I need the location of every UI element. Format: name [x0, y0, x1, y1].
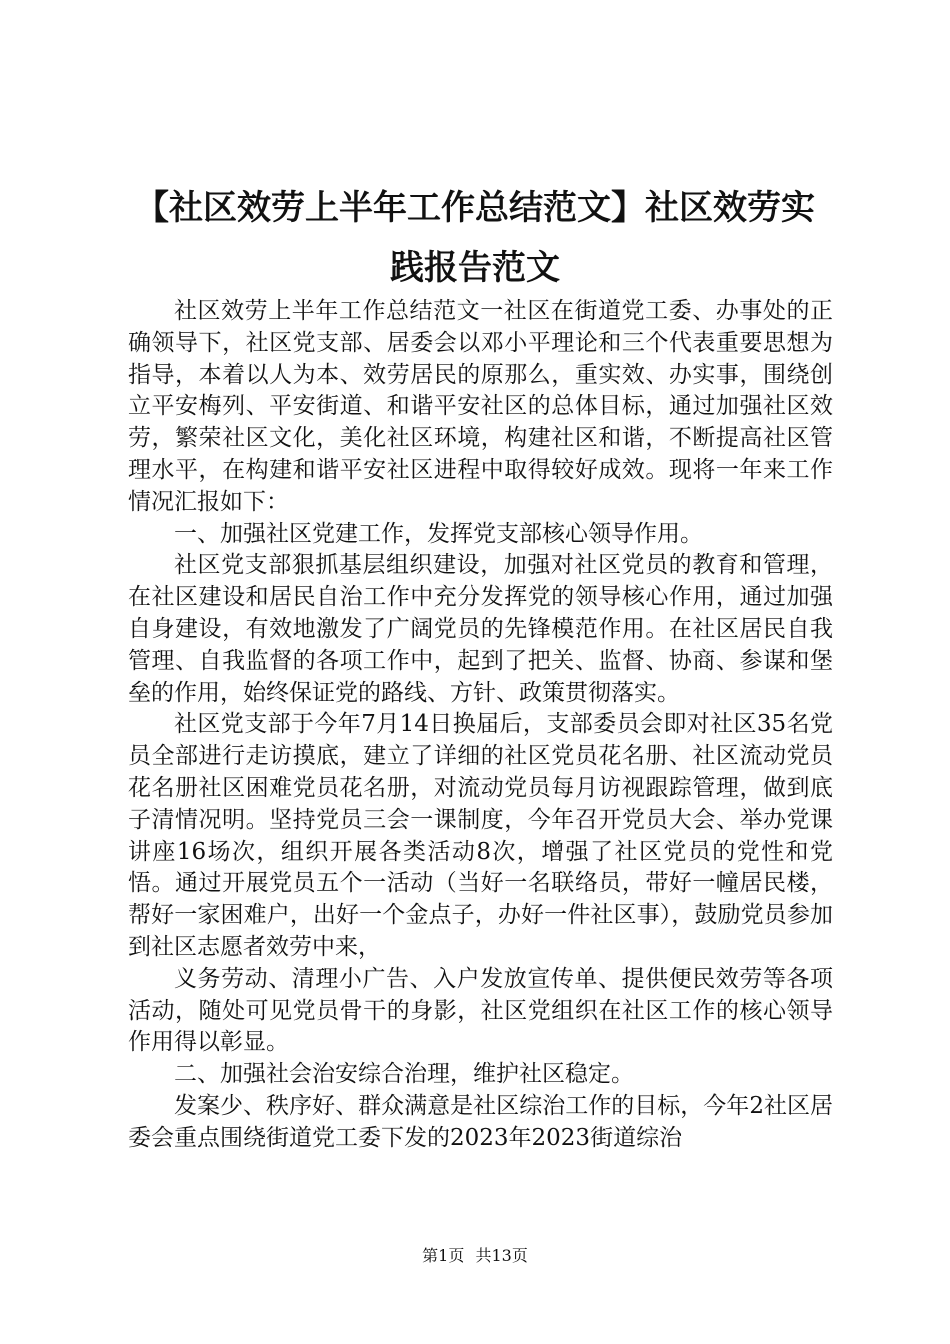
title-line-1: 【社区效劳上半年工作总结范文】社区效劳实	[135, 188, 815, 228]
title-line-2: 践报告范文	[390, 248, 560, 288]
page-number: 第1页	[422, 1246, 465, 1265]
page-footer	[0, 1243, 950, 1266]
paragraph: 社区党支部狠抓基层组织建设，加强对社区党员的教育和管理，在社区建设和居民自治工作中充分发挥党的领导核心作用，通过加强自身建设，有效地激发了广阔党员的先锋模范作用。在社区居民自我管理、自我监督的各项工作中，起到了把关、监督、协商、参谋和堡垒的作用，始终保证党的路线、方针、政策贯彻落实。	[128, 552, 833, 706]
paragraph: 发案少、秩序好、群众满意是社区综治工作的目标，今年2社区居委会重点围绕街道党工委下发的2023年2023街道综治	[128, 1092, 833, 1151]
section-heading-2: 二、加强社会治安综合治理，维护社区稳定。	[174, 1061, 634, 1088]
page-total: 共13页	[475, 1246, 528, 1265]
paragraph: 义务劳动、清理小广告、入户发放宣传单、提供便民效劳等各项活动，随处可见党员骨干的身影，社区党组织在社区工作的核心领导作用得以彰显。	[128, 965, 833, 1056]
document-body	[128, 296, 833, 1155]
document-title	[112, 178, 838, 298]
paragraph: 社区党支部于今年7月14日换届后，支部委员会即对社区35名党员全部进行走访摸底，建立了详细的社区党员花名册、社区流动党员花名册社区困难党员花名册，对流动党员每月访视跟踪管理，做到底子清情况明。坚持党员三会一课制度，今年召开党员大会、举办党课讲座16场次，组织开展各类活动8次，增强了社区党员的党性和党悟。通过开展党员五个一活动（当好一名联络员，带好一幢居民楼，帮好一家困难户，出好一个金点子，办好一件社区事），鼓励党员参加到社区志愿者效劳中来，	[128, 711, 833, 960]
section-heading-1: 一、加强社区党建工作，发挥党支部核心领导作用。	[174, 520, 703, 547]
paragraph-intro: 社区效劳上半年工作总结范文一社区在街道党工委、办事处的正确领导下，社区党支部、居委会以邓小平理论和三个代表重要思想为指导，本着以人为本、效劳居民的原那么，重实效、办实事，围绕创立平安梅列、平安街道、和谐平安社区的总体目标，通过加强社区效劳，繁荣社区文化，美化社区环境，构建社区和谐，不断提高社区管理水平，在构建和谐平安社区进程中取得较好成效。现将一年来工作情况汇报如下：	[128, 298, 833, 515]
